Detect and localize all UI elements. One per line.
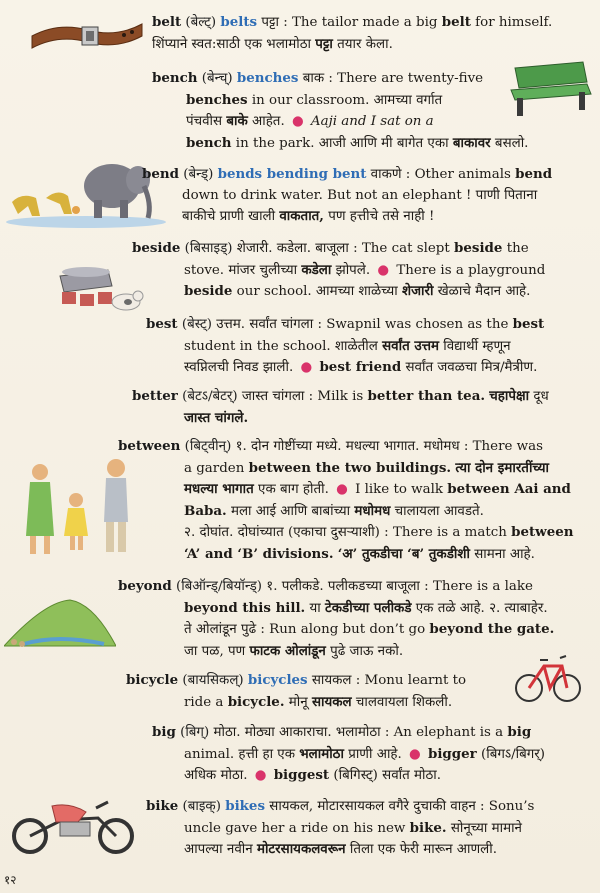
entry-beyond [118, 576, 596, 662]
example-keyword: पट्टा [315, 35, 333, 52]
definition-text: आहेत. [252, 114, 285, 129]
example-keyword: ‘A’ and ‘B’ divisions. [184, 545, 334, 562]
pronunciation: (बिगऽ/बिगर्) [481, 746, 545, 762]
definition-text: ते ओलांडून पुढे : Run along but don’t go [184, 622, 426, 637]
definition-text: पंचवीस [186, 114, 223, 129]
example-keyword: between [511, 524, 574, 540]
entry-belt [152, 12, 592, 55]
definition-text: अधिक मोठा. [184, 768, 248, 783]
definition-text: सामना आहे. [474, 546, 535, 562]
entry-beside [132, 238, 594, 303]
definition-text: सोनूच्या मामाने [450, 820, 522, 836]
example-keyword: beside [454, 240, 503, 256]
example-keyword: big [507, 724, 532, 740]
hill-illustration [4, 594, 116, 650]
definition-text: सर्वांत मोठा. [382, 768, 442, 783]
definition-text: वाकणे : Other animals [370, 167, 511, 182]
definition-text: स्वप्निलची निवड झाली. [184, 360, 294, 375]
headword: between [118, 438, 181, 454]
definition-text: पट्टा : The tailor made a big [261, 15, 438, 30]
example-keyword: चहापेक्षा [489, 388, 530, 404]
entry-big [152, 722, 596, 787]
definition-text: सायकल, मोटारसायकल वगैरे दुचाकी वाहन : Sonu’s [269, 799, 535, 814]
entry-better [132, 386, 594, 429]
definition-text: १. पलीकडे. पलीकडच्या बाजूला : There is a lake [266, 579, 533, 594]
definition-text: १. दोन गोष्टींच्या मध्ये. मधल्या भागात. मधोमध : There was [235, 439, 543, 454]
pronunciation: (बेन्च्) [201, 71, 233, 86]
example-keyword: beside [184, 283, 233, 299]
definition-text: a garden [184, 460, 245, 476]
example-keyword: शेजारी [401, 283, 434, 299]
definition-text: तिला एक फेरी मारून आणली. [349, 842, 497, 857]
definition-text: खेळाचे मैदान आहे. [437, 284, 531, 299]
example-keyword: bigger [427, 745, 477, 762]
bullet-icon: ● [377, 261, 390, 278]
example-keyword: best friend [319, 359, 402, 375]
bullet-icon: ● [300, 359, 313, 375]
stove-cat-illustration [56, 258, 144, 316]
definition-text: दूध [533, 389, 549, 404]
example-keyword: between Aai and [447, 481, 571, 497]
definition-text: प्राणी आहे. [348, 746, 402, 762]
definition-text: There is a playground [396, 262, 546, 278]
example-keyword: जास्त चांगले. [184, 409, 249, 426]
definition-text: सर्वांत जवळचा मित्र/मैत्रीण. [405, 360, 538, 375]
entry-best [146, 314, 594, 379]
headword: better [132, 388, 178, 404]
definition-text: पण हत्तीचे तसे नाही ! [328, 209, 435, 224]
example-keyword: better than tea. [367, 388, 486, 404]
bullet-icon: ● [291, 113, 304, 129]
example-keyword: beyond this hill. [184, 599, 306, 616]
example-keyword: between the two buildings. [248, 459, 452, 476]
definition-text: for himself. [475, 15, 553, 30]
bullet-icon: ● [254, 767, 267, 783]
example-keyword: beyond the gate. [429, 621, 555, 637]
example-keyword: फाटक ओलांडून [249, 642, 326, 659]
definition-text: जा पळ, पण [184, 643, 246, 659]
headword: belt [152, 14, 182, 30]
definition-text: down to drink water. But not an elephant ! पाणी पिताना [182, 187, 538, 203]
definition-text: झोपले. [335, 262, 371, 278]
definition-text: in the park. आजी आणि मी बागेत एका [235, 135, 449, 151]
definition-text: एक तळे आहे. २. त्याबाहेर. [415, 600, 548, 616]
example-keyword: वाकतात, [279, 208, 324, 224]
entry-bicycle [126, 670, 516, 713]
definition-text: the [506, 241, 529, 256]
headword: bicycle [126, 672, 179, 688]
definition-text: बाकीचे प्राणी खाली [182, 209, 276, 224]
example-keyword: त्या दोन इमारतींच्या [455, 459, 549, 476]
definition-text: student in the school. शाळेतील [184, 338, 378, 354]
definition-text: उत्तम. सर्वांत चांगला : Swapnil was chosen as the [216, 317, 509, 332]
example-keyword: कडेला [301, 261, 332, 278]
entry-between [118, 436, 596, 565]
verb-forms: bends bending bent [217, 166, 367, 182]
definition-text: बाक : There are twenty-five [302, 71, 484, 86]
entry-belt-line2 [152, 34, 592, 56]
headword: best [146, 316, 178, 332]
example-keyword: belt [441, 14, 471, 30]
headword: bench [152, 70, 198, 86]
plural-form: bicycles [247, 672, 308, 688]
page-number: १२ [4, 873, 17, 887]
pronunciation: (बेल्ट्) [185, 15, 217, 30]
definition-text: Aaji and I sat on a [310, 114, 434, 129]
example-keyword: मधल्या भागात [184, 481, 254, 497]
headword: beside [132, 240, 181, 256]
pronunciation: (बिट्वीन्) [184, 439, 232, 454]
entry-bike [146, 796, 596, 861]
definition-text: सायकल : Monu learnt to [311, 673, 467, 688]
headword: bike [146, 798, 179, 814]
definition-text: आपल्या नवीन [184, 842, 253, 857]
bullet-icon: ● [336, 481, 348, 497]
example-keyword: बाके [226, 113, 248, 129]
definition-text: शिंप्याने स्वत:साठी एक भलामोठा [152, 36, 311, 52]
definition-text: विद्यार्थी म्हणून [443, 338, 511, 354]
pronunciation: (बाइक्) [182, 799, 221, 814]
pronunciation: (बायसिकल्) [182, 673, 244, 688]
definition-text: I like to walk [355, 482, 444, 497]
entry-bend [142, 164, 594, 228]
belt-illustration [28, 14, 146, 54]
definition-text: तयार केला. [337, 36, 393, 52]
plural-form: belts [220, 14, 258, 30]
definition-text: मोठा. मोठ्या आकाराचा. भलामोठा : An elephant is a [213, 725, 504, 740]
headword: bend [142, 166, 179, 182]
example-keyword: bike. [409, 819, 447, 836]
entry-belt-line1 [152, 12, 592, 34]
example-keyword: best [512, 316, 545, 332]
pronunciation: (बिग्) [180, 725, 210, 740]
definition-text: एक बाग होती. [258, 482, 329, 497]
pronunciation: (बेस्ट्) [181, 317, 212, 332]
definition-text: चालायला आवडते. [394, 503, 484, 519]
pronunciation: (बिगिस्ट्) [333, 768, 378, 783]
pronunciation: (बिऑन्ड्/बियॉन्ड्) [175, 579, 263, 594]
bullet-icon: ● [409, 745, 421, 762]
definition-text: मोनू [288, 694, 308, 710]
definition-text: चालवायला शिकली. [355, 694, 453, 710]
definition-text: in our classroom. आमच्या वर्गात [251, 92, 443, 108]
example-keyword: मधोमध [354, 502, 391, 519]
definition-text: जास्त चांगला : Milk is [241, 389, 364, 404]
pronunciation: (बेटऽ/बेटर्) [182, 389, 238, 404]
example-keyword: सर्वांत उत्तम [382, 337, 439, 354]
headword: big [152, 724, 176, 740]
definition-text: बसलो. [494, 135, 529, 151]
example-keyword: bicycle. [227, 693, 285, 710]
example-keyword: Baba. [184, 502, 227, 519]
definition-text: our school. आमच्या शाळेच्या [236, 284, 398, 299]
plural-form: bikes [225, 798, 265, 814]
definition-text: या [309, 600, 321, 616]
pronunciation: (बिसाइड्) [184, 241, 233, 256]
definition-text: पुढे जाऊ नको. [330, 643, 404, 659]
example-keyword: bench [186, 134, 232, 151]
pronunciation: (बेन्ड्) [183, 167, 214, 182]
definition-text: animal. हत्ती हा एक [184, 746, 295, 762]
definition-text: stove. मांजर चुलीच्या [184, 262, 298, 278]
example-keyword: टेकडीच्या पलीकडे [325, 599, 412, 616]
definition-text: ride a [184, 694, 224, 710]
bench-illustration [505, 60, 593, 120]
example-keyword: biggest [273, 767, 330, 783]
entry-bench [152, 68, 529, 154]
example-keyword: ‘अ’ तुकडीचा ‘ब’ तुकडीशी [337, 545, 470, 562]
motorbike-illustration [6, 792, 142, 856]
example-keyword: benches [186, 91, 248, 108]
definition-text: २. दोघांत. दोघांच्यात (एकाचा दुसऱ्याशी) : There is a match [184, 525, 507, 540]
example-keyword: बाकावर [452, 134, 491, 151]
definition-text: मला आई आणि बाबांच्या [230, 503, 351, 519]
headword: beyond [118, 578, 172, 594]
example-keyword: भलामोठा [299, 745, 344, 762]
definition-text: uncle gave her a ride on his new [184, 820, 406, 836]
definition-text: शेजारी. कडेला. बाजूला : The cat slept [236, 241, 450, 256]
plural-form: benches [236, 70, 299, 86]
example-keyword: मोटरसायकलवरून [256, 841, 346, 857]
example-keyword: bend [515, 166, 553, 182]
example-keyword: सायकल [311, 693, 352, 710]
